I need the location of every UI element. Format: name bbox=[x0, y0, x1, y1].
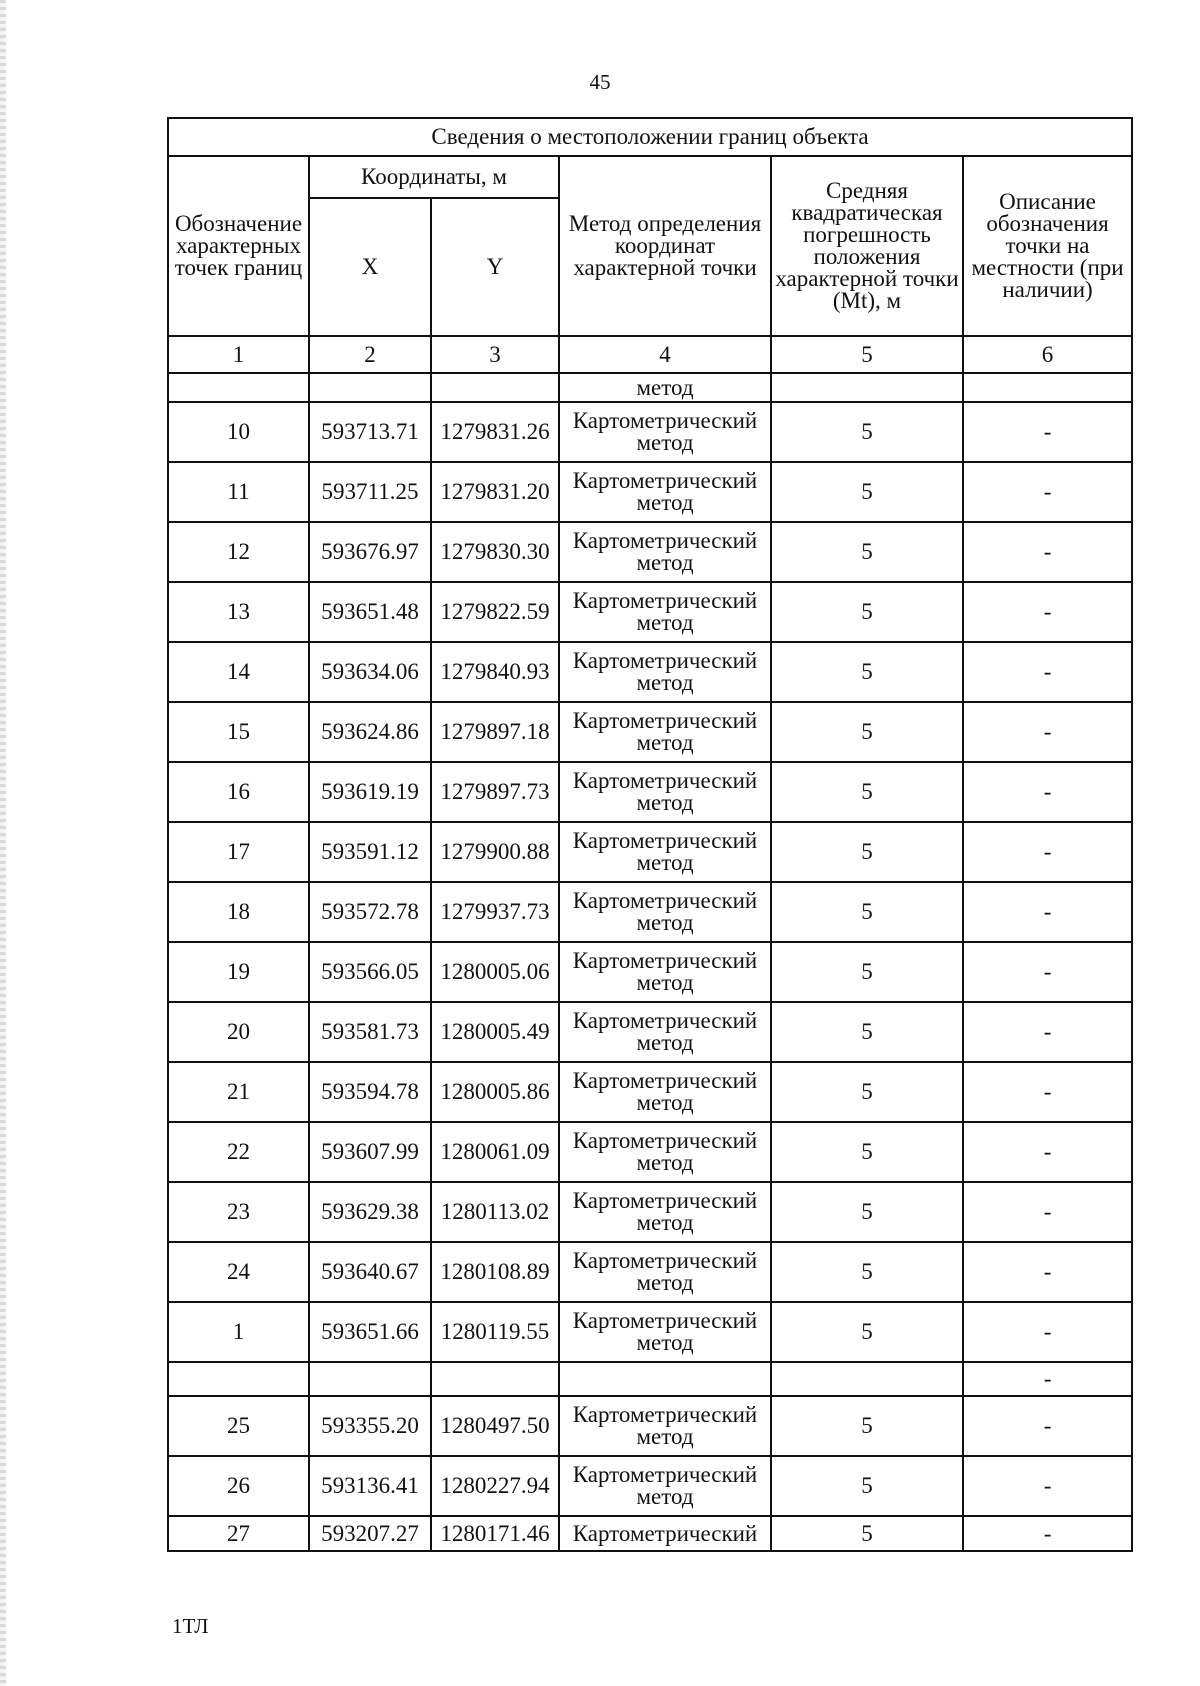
error-cell: 5 bbox=[771, 1242, 963, 1302]
error-cell bbox=[771, 1362, 963, 1396]
method-cell: Картометрический метод bbox=[559, 1182, 771, 1242]
description-cell: - bbox=[963, 462, 1132, 522]
point-cell: 26 bbox=[168, 1456, 309, 1516]
header-method: Метод определения координат характерной точки bbox=[559, 156, 771, 336]
point-cell: 27 bbox=[168, 1516, 309, 1551]
x-cell bbox=[309, 373, 431, 402]
description-cell: - bbox=[963, 822, 1132, 882]
description-cell bbox=[963, 373, 1132, 402]
method-cell: Картометрический метод bbox=[559, 462, 771, 522]
table-row bbox=[168, 1002, 1132, 1062]
header-error: Средняя квадратическая погрешность положения характерной точки (Mt), м bbox=[771, 156, 963, 336]
x-cell: 593594.78 bbox=[309, 1062, 431, 1122]
x-cell: 593624.86 bbox=[309, 702, 431, 762]
column-number: 2 bbox=[309, 336, 431, 373]
error-cell: 5 bbox=[771, 1396, 963, 1456]
error-cell: 5 bbox=[771, 1002, 963, 1062]
point-cell: 19 bbox=[168, 942, 309, 1002]
y-cell: 1280005.49 bbox=[431, 1002, 559, 1062]
description-cell: - bbox=[963, 582, 1132, 642]
continuation-row bbox=[168, 373, 1132, 402]
x-cell: 593640.67 bbox=[309, 1242, 431, 1302]
y-cell: 1280108.89 bbox=[431, 1242, 559, 1302]
description-cell: - bbox=[963, 1516, 1132, 1551]
y-cell: 1280061.09 bbox=[431, 1122, 559, 1182]
x-cell: 593136.41 bbox=[309, 1456, 431, 1516]
point-cell: 15 bbox=[168, 702, 309, 762]
error-cell: 5 bbox=[771, 1302, 963, 1362]
y-cell: 1280171.46 bbox=[431, 1516, 559, 1551]
column-number: 4 bbox=[559, 336, 771, 373]
error-cell: 5 bbox=[771, 642, 963, 702]
column-number: 3 bbox=[431, 336, 559, 373]
x-cell: 593711.25 bbox=[309, 462, 431, 522]
y-cell: 1280113.02 bbox=[431, 1182, 559, 1242]
point-cell: 22 bbox=[168, 1122, 309, 1182]
method-cell: Картометрический bbox=[559, 1516, 771, 1551]
point-cell: 24 bbox=[168, 1242, 309, 1302]
method-cell: Картометрический метод bbox=[559, 1062, 771, 1122]
description-cell: - bbox=[963, 702, 1132, 762]
column-numbers-row bbox=[168, 336, 1132, 373]
point-cell: 21 bbox=[168, 1062, 309, 1122]
method-cell bbox=[559, 1362, 771, 1396]
column-number: 5 bbox=[771, 336, 963, 373]
header-y: Y bbox=[431, 198, 559, 336]
description-cell: - bbox=[963, 1302, 1132, 1362]
x-cell: 593651.66 bbox=[309, 1302, 431, 1362]
error-cell: 5 bbox=[771, 1062, 963, 1122]
table-row bbox=[168, 462, 1132, 522]
x-cell: 593566.05 bbox=[309, 942, 431, 1002]
description-cell: - bbox=[963, 1182, 1132, 1242]
description-cell: - bbox=[963, 522, 1132, 582]
table-row bbox=[168, 1062, 1132, 1122]
x-cell: 593651.48 bbox=[309, 582, 431, 642]
x-cell: 593634.06 bbox=[309, 642, 431, 702]
method-cell: Картометрический метод bbox=[559, 582, 771, 642]
table-row bbox=[168, 942, 1132, 1002]
description-cell: - bbox=[963, 642, 1132, 702]
description-cell: - bbox=[963, 1456, 1132, 1516]
x-cell: 593581.73 bbox=[309, 1002, 431, 1062]
method-cell: Картометрический метод bbox=[559, 522, 771, 582]
description-cell: - bbox=[963, 1396, 1132, 1456]
y-cell: 1279822.59 bbox=[431, 582, 559, 642]
header-x: X bbox=[309, 198, 431, 336]
page-number: 45 bbox=[589, 70, 611, 94]
table-row bbox=[168, 822, 1132, 882]
table-title: Сведения о местоположении границ объекта bbox=[168, 118, 1132, 156]
header-designation: Обозначение характерных точек границ bbox=[168, 156, 309, 336]
error-cell: 5 bbox=[771, 702, 963, 762]
method-cell: Картометрический метод bbox=[559, 1242, 771, 1302]
description-cell: - bbox=[963, 942, 1132, 1002]
point-cell: 10 bbox=[168, 402, 309, 462]
error-cell: 5 bbox=[771, 522, 963, 582]
error-cell: 5 bbox=[771, 822, 963, 882]
method-cell: Картометрический метод bbox=[559, 1122, 771, 1182]
y-cell: 1280005.06 bbox=[431, 942, 559, 1002]
x-cell: 593713.71 bbox=[309, 402, 431, 462]
error-cell: 5 bbox=[771, 1122, 963, 1182]
table-row bbox=[168, 642, 1132, 702]
table-row bbox=[168, 702, 1132, 762]
error-cell: 5 bbox=[771, 1456, 963, 1516]
table-row bbox=[168, 1396, 1132, 1456]
x-cell: 593607.99 bbox=[309, 1122, 431, 1182]
y-cell: 1279897.18 bbox=[431, 702, 559, 762]
header-coordinates: Координаты, м bbox=[309, 156, 559, 198]
y-cell: 1280119.55 bbox=[431, 1302, 559, 1362]
description-cell: - bbox=[963, 1062, 1132, 1122]
error-cell: 5 bbox=[771, 462, 963, 522]
method-cell: Картометрический метод bbox=[559, 402, 771, 462]
table-row bbox=[168, 1456, 1132, 1516]
point-cell bbox=[168, 1362, 309, 1396]
point-cell: 1 bbox=[168, 1302, 309, 1362]
error-cell bbox=[771, 373, 963, 402]
table-row bbox=[168, 1182, 1132, 1242]
x-cell: 593676.97 bbox=[309, 522, 431, 582]
point-cell: 11 bbox=[168, 462, 309, 522]
error-cell: 5 bbox=[771, 582, 963, 642]
point-cell: 25 bbox=[168, 1396, 309, 1456]
method-cell: Картометрический метод bbox=[559, 702, 771, 762]
column-number: 6 bbox=[963, 336, 1132, 373]
y-cell: 1279937.73 bbox=[431, 882, 559, 942]
y-cell: 1279830.30 bbox=[431, 522, 559, 582]
boundary-coordinates-table bbox=[167, 117, 1133, 1552]
y-cell: 1279840.93 bbox=[431, 642, 559, 702]
y-cell: 1279900.88 bbox=[431, 822, 559, 882]
description-cell: - bbox=[963, 1362, 1132, 1396]
x-cell: 593207.27 bbox=[309, 1516, 431, 1551]
table-row bbox=[168, 1242, 1132, 1302]
point-cell: 20 bbox=[168, 1002, 309, 1062]
table-row bbox=[168, 582, 1132, 642]
table-row bbox=[168, 402, 1132, 462]
point-cell: 14 bbox=[168, 642, 309, 702]
table-row bbox=[168, 1302, 1132, 1362]
error-cell: 5 bbox=[771, 942, 963, 1002]
point-cell: 16 bbox=[168, 762, 309, 822]
y-cell: 1279831.20 bbox=[431, 462, 559, 522]
method-cell: Картометрический метод bbox=[559, 1302, 771, 1362]
y-cell bbox=[431, 373, 559, 402]
x-cell bbox=[309, 1362, 431, 1396]
method-cell: Картометрический метод bbox=[559, 942, 771, 1002]
description-cell: - bbox=[963, 1002, 1132, 1062]
method-cell: Картометрический метод bbox=[559, 822, 771, 882]
description-cell: - bbox=[963, 1122, 1132, 1182]
y-cell: 1279897.73 bbox=[431, 762, 559, 822]
point-cell: 17 bbox=[168, 822, 309, 882]
table-row bbox=[168, 522, 1132, 582]
table-row bbox=[168, 882, 1132, 942]
method-cell: метод bbox=[559, 373, 771, 402]
error-cell: 5 bbox=[771, 882, 963, 942]
point-cell: 12 bbox=[168, 522, 309, 582]
error-cell: 5 bbox=[771, 1516, 963, 1551]
y-cell: 1280227.94 bbox=[431, 1456, 559, 1516]
point-cell: 23 bbox=[168, 1182, 309, 1242]
description-cell: - bbox=[963, 762, 1132, 822]
table-row bbox=[168, 1516, 1132, 1551]
table-row bbox=[168, 1362, 1132, 1396]
description-cell: - bbox=[963, 402, 1132, 462]
method-cell: Картометрический метод bbox=[559, 642, 771, 702]
method-cell: Картометрический метод bbox=[559, 1396, 771, 1456]
x-cell: 593572.78 bbox=[309, 882, 431, 942]
column-number: 1 bbox=[168, 336, 309, 373]
description-cell: - bbox=[963, 882, 1132, 942]
error-cell: 5 bbox=[771, 762, 963, 822]
header-description: Описание обозначения точки на местности (при наличии) bbox=[963, 156, 1132, 336]
point-cell bbox=[168, 373, 309, 402]
point-cell: 18 bbox=[168, 882, 309, 942]
y-cell: 1279831.26 bbox=[431, 402, 559, 462]
table-row bbox=[168, 1122, 1132, 1182]
x-cell: 593591.12 bbox=[309, 822, 431, 882]
y-cell: 1280497.50 bbox=[431, 1396, 559, 1456]
method-cell: Картометрический метод bbox=[559, 882, 771, 942]
method-cell: Картометрический метод bbox=[559, 762, 771, 822]
method-cell: Картометрический метод bbox=[559, 1002, 771, 1062]
method-cell: Картометрический метод bbox=[559, 1456, 771, 1516]
y-cell bbox=[431, 1362, 559, 1396]
x-cell: 593619.19 bbox=[309, 762, 431, 822]
x-cell: 593629.38 bbox=[309, 1182, 431, 1242]
footer-code: 1ТЛ bbox=[172, 1614, 209, 1638]
y-cell: 1280005.86 bbox=[431, 1062, 559, 1122]
error-cell: 5 bbox=[771, 1182, 963, 1242]
table-row bbox=[168, 762, 1132, 822]
point-cell: 13 bbox=[168, 582, 309, 642]
error-cell: 5 bbox=[771, 402, 963, 462]
scan-edge bbox=[0, 0, 6, 1686]
x-cell: 593355.20 bbox=[309, 1396, 431, 1456]
description-cell: - bbox=[963, 1242, 1132, 1302]
